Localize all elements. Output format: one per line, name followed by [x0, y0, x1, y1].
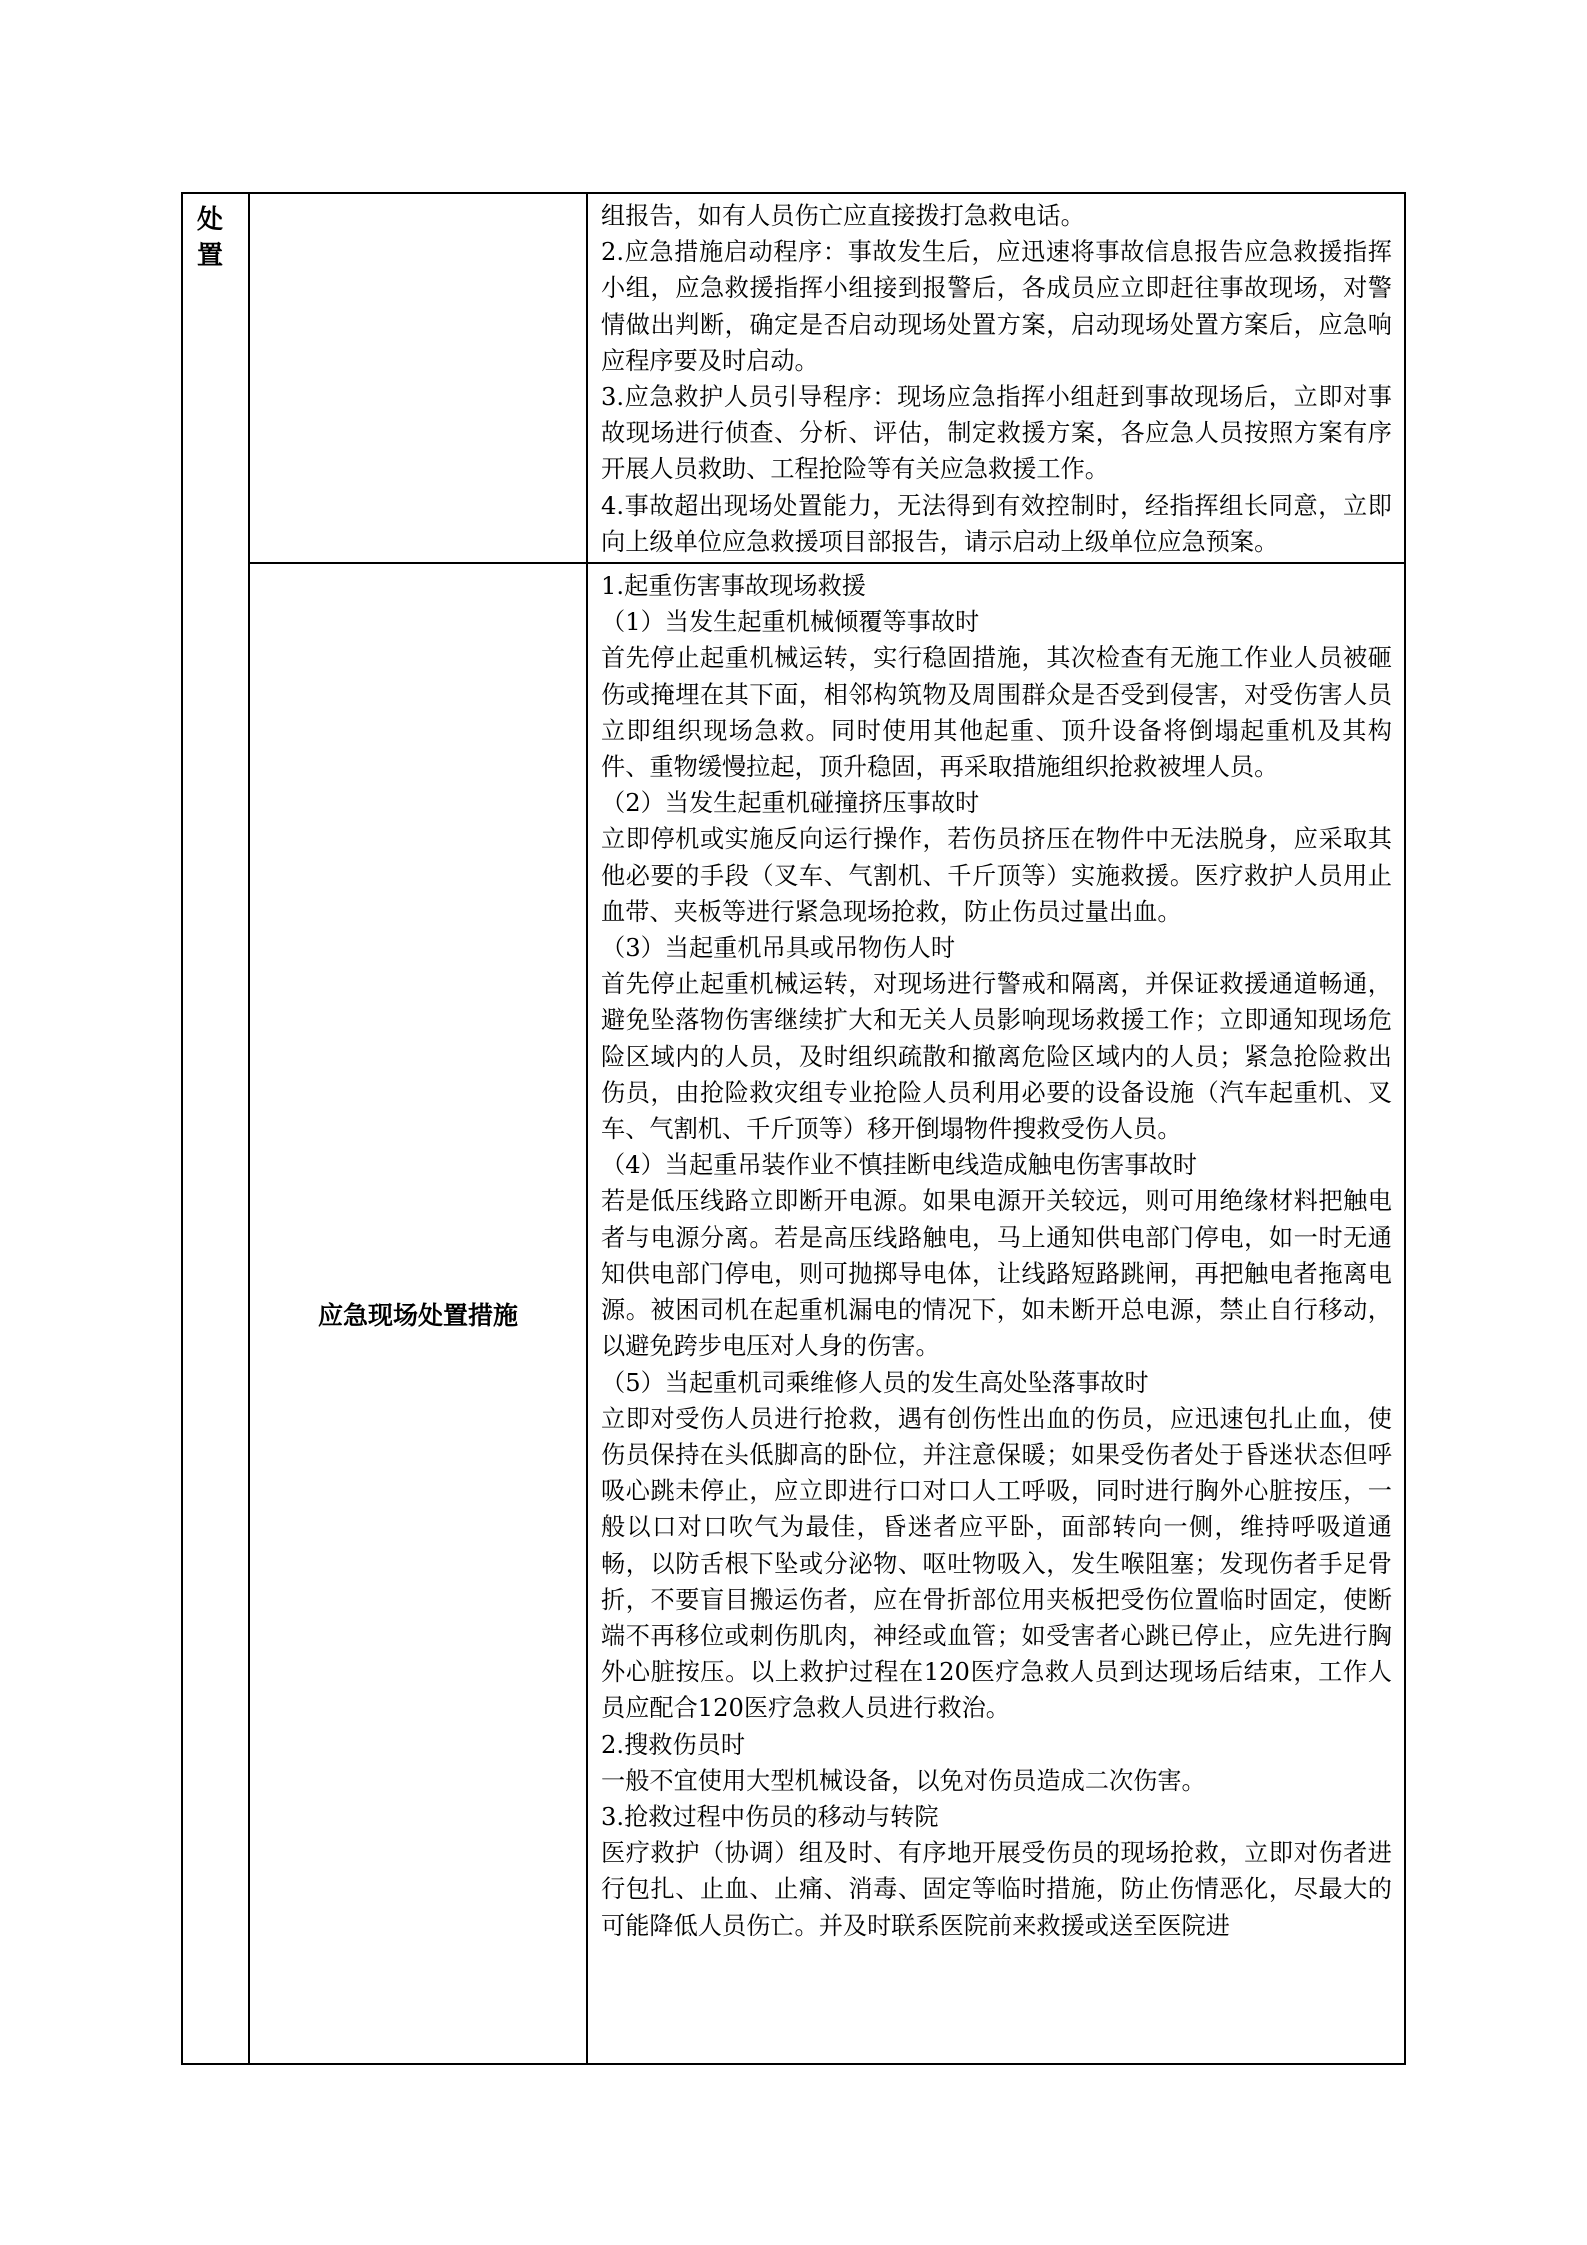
paragraph: 1.起重伤害事故现场救援 [601, 572, 866, 601]
section-label: 处置 [197, 205, 224, 271]
paragraph: （3）当起重机吊具或吊物伤人时 [601, 934, 956, 963]
paragraph: 首先停止起重机械运转，对现场进行警戒和隔离，并保证救援通道畅通，避免坠落物伤害继续扩大和无关人员影响现场救援工作；立即通知现场危险区域内的人员，及时组织疏散和撤离危险区域内的人员；紧急抢险救出伤员，由抢险救灾组专业抢险人员利用必要的设备设施（汽车起重机、叉车、气割机、千斤顶等）移开倒塌物件搜救受伤人员。 [601, 970, 1392, 1144]
paragraph: （2）当发生起重机碰撞挤压事故时 [601, 789, 980, 818]
paragraph: 首先停止起重机械运转，实行稳固措施，其次检查有无施工作业人员被砸伤或掩埋在其下面，相邻构筑物及周围群众是否受到侵害，对受伤害人员立即组织现场急救。同时使用其他起重、顶升设备将倒塌起重机及其构件、重物缓慢拉起，顶升稳固，再采取措施组织抢救被埋人员。 [601, 644, 1392, 782]
row2-label: 应急现场处置措施 [317, 1300, 518, 1330]
paragraph: 一般不宜使用大型机械设备，以免对伤员造成二次伤害。 [601, 1766, 1206, 1795]
paragraph: 立即停机或实施反向运行操作，若伤员挤压在物件中无法脱身，应采取其他必要的手段（叉车、气割机、千斤顶等）实施救援。医疗救护人员用止血带、夹板等进行紧急现场抢救，防止伤员过量出血。 [601, 825, 1392, 926]
row1-content-cell [587, 193, 1405, 563]
paragraph: 4.事故超出现场处置能力，无法得到有效控制时，经指挥组长同意，立即向上级单位应急救援项目部报告，请示启动上级单位应急预案。 [601, 491, 1392, 556]
row1-content [588, 194, 1404, 562]
row1-label-cell [249, 193, 587, 563]
table-row [182, 563, 1405, 2064]
paragraph: 2.搜救伤员时 [601, 1730, 746, 1759]
emergency-procedure-table [181, 192, 1406, 2065]
table-row [182, 193, 1405, 563]
paragraph: （4）当起重吊装作业不慎挂断电线造成触电伤害事故时 [601, 1151, 1197, 1180]
paragraph: （1）当发生起重机械倾覆等事故时 [601, 608, 980, 637]
paragraph: 2.应急措施启动程序：事故发生后，应迅速将事故信息报告应急救援指挥小组，应急救援指挥小组接到报警后，各成员应立即赶往事故现场，对警情做出判断，确定是否启动现场处置方案，启动现场处置方案后，应急响应程序要及时启动。 [601, 238, 1392, 375]
row2-content [588, 564, 1404, 1946]
paragraph: 医疗救护（协调）组及时、有序地开展受伤员的现场抢救，立即对伤者进行包扎、止血、止痛、消毒、固定等临时措施，防止伤情恶化，尽最大的可能降低人员伤亡。并及时联系医院前来救援或送至医院进 [601, 1839, 1392, 1940]
paragraph: 立即对受伤人员进行抢救，遇有创伤性出血的伤员，应迅速包扎止血，使伤员保持在头低脚高的卧位，并注意保暖；如果受伤者处于昏迷状态但呼吸心跳未停止，应立即进行口对口人工呼吸，同时进行胸外心脏按压，一般以口对口吹气为最佳，昏迷者应平卧，面部转向一侧，维持呼吸道通畅，以防舌根下坠或分泌物、呕吐物吸入，发生喉阻塞；发现伤者手足骨折，不要盲目搬运伤者，应在骨折部位用夹板把受伤位置临时固定，使断端不再移位或刺伤肌肉，神经或血管；如受害者心跳已停止，应先进行胸外心脏按压。以上救护过程在120医疗急救人员到达现场后结束，工作人员应配合120医疗急救人员进行救治。 [601, 1404, 1392, 1723]
paragraph: 组报告，如有人员伤亡应直接拨打急救电话。 [601, 202, 1085, 230]
row2-content-cell [587, 563, 1405, 2064]
paragraph: （5）当起重机司乘维修人员的发生高处坠落事故时 [601, 1368, 1149, 1397]
section-cell [182, 193, 249, 2064]
paragraph: 若是低压线路立即断开电源。如果电源开关较远，则可用绝缘材料把触电者与电源分离。若是高压线路触电，马上通知供电部门停电，如一时无通知供电部门停电，则可抛掷导电体，让线路短路跳闸，再把触电者拖离电源。被困司机在起重机漏电的情况下，如未断开总电源，禁止自行移动，以避免跨步电压对人身的伤害。 [601, 1187, 1392, 1361]
paragraph: 3.应急救护人员引导程序：现场应急指挥小组赶到事故现场后，立即对事故现场进行侦查、分析、评估，制定救援方案，各应急人员按照方案有序开展人员救助、工程抢险等有关应急救援工作。 [601, 383, 1392, 484]
row2-label-cell [249, 563, 587, 2064]
paragraph: 3.抢救过程中伤员的移动与转院 [601, 1802, 939, 1831]
